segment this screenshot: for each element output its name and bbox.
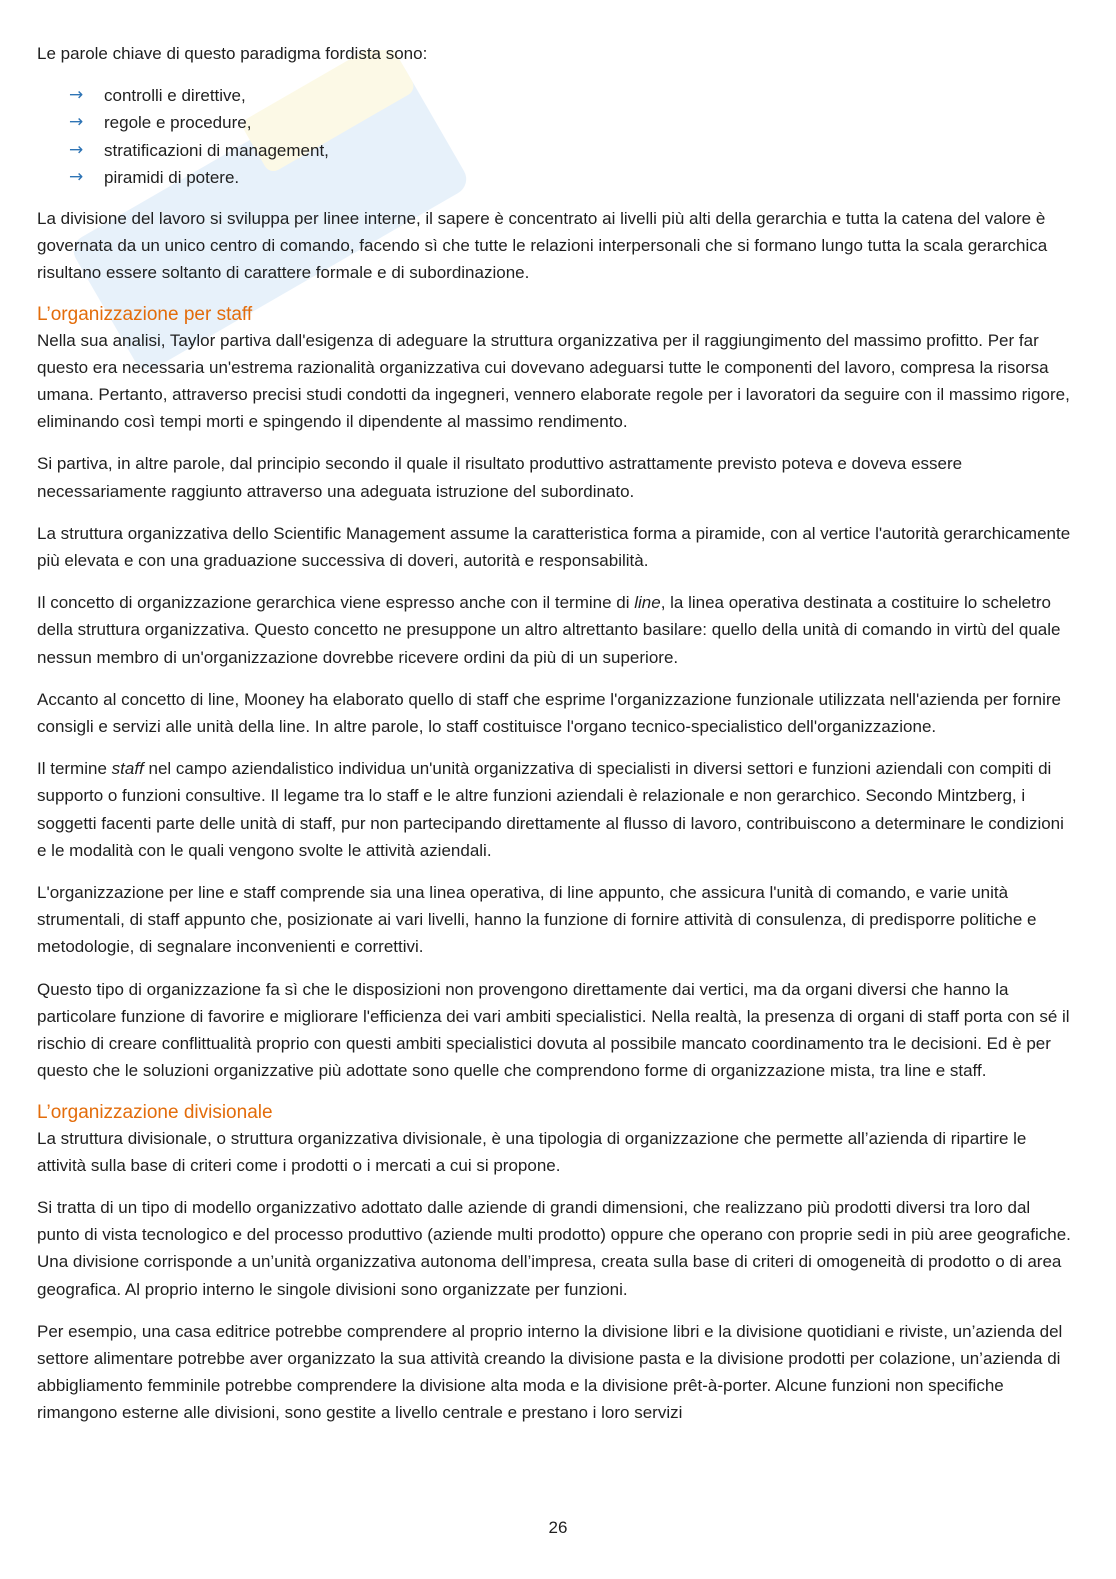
paragraph: Il concetto di organizzazione gerarchica viene espresso anche con il termine di line, la linea operativa destinata a costituire lo scheletro della struttura organizzativa. Questo concetto ne presuppone un altro altrettanto basilare: quello della unità di comando in virtù del quale nessun membro di un'organizzazione dovrebbe ricevere ordini da più di un superiore. bbox=[37, 593, 1061, 667]
page-number: 26 bbox=[548, 1518, 568, 1537]
list-item: → piramidi di potere. bbox=[69, 164, 1077, 191]
paragraph: L'organizzazione per line e staff comprende sia una linea operativa, di line appunto, che assicura l'unità di comando, e varie unità strumentali, di staff appunto che, posizionate ai vari livelli, hanno la funzione di fornire attività di consulenza, di predisporre politiche e metodologie, di segnalare inconvenienti e correttivi. bbox=[37, 883, 1037, 957]
list-item: → controlli e direttive, bbox=[69, 82, 1077, 109]
paragraph: Questo tipo di organizzazione fa sì che le disposizioni non provengono direttamente dai vertici, ma da organi diversi che hanno la particolare funzione di favorire e migliorare l'efficienza dei vari ambiti specialistici. Nella realtà, la presenza di organi di staff porta con sé il rischio di creare conflittualità proprio con questi ambiti specialistici dovuta al possibile mancato coordinamento tra le decisioni. Ed è per questo che le soluzioni organizzative più adottate sono quelle che comprendono forme di organizzazione mista, tra line e staff. bbox=[37, 979, 1070, 1081]
arrow-right-icon: → bbox=[69, 85, 84, 106]
paragraph: Nella sua analisi, Taylor partiva dall'esigenza di adeguare la struttura organizzativa per il raggiungimento del massimo profitto. Per far questo era necessaria un'estrema razionalità organizzativa cui dovevano adeguarsi tutte le componenti del lavoro, compresa la risorsa umana. Pertanto, attraverso precisi studi condotti da ingegneri, vennero elaborate regole per i lavoratori da seguire con il massimo rigore, eliminando così tempi morti e spingendo il dipendente al massimo rendimento. bbox=[37, 330, 1070, 432]
paragraph: Si tratta di un tipo di modello organizzativo adottato dalle aziende di grandi dimensioni, che realizzano più prodotti diversi tra loro dal punto di vista tecnologico e del processo produttivo (aziende multi prodotto) oppure che operano con proprie sedi in più aree geografiche. Una divisione corrisponde a un’unità organizzativa autonoma dell’impresa, creata sulla base di criteri di omogeneità di prodotto o di area geografica. Al proprio interno le singole divisioni sono organizzate per funzioni. bbox=[37, 1197, 1071, 1299]
intro-paragraph: Le parole chiave di questo paradigma fordista sono: bbox=[37, 44, 428, 63]
keywords-list bbox=[37, 82, 1077, 191]
paragraph: La divisione del lavoro si sviluppa per linee interne, il sapere è concentrato ai livelli più alti della gerarchia e tutta la catena del valore è governata da un unico centro di comando, facendo sì che tutte le relazioni interpersonali che si formano lungo tutta la scala gerarchica risultano essere soltanto di carattere formale e di subordinazione. bbox=[37, 209, 1048, 283]
paragraph: La struttura organizzativa dello Scientific Management assume la caratteristica forma a piramide, con al vertice l'autorità gerarchicamente più elevata e con una graduazione successiva di doveri, autorità e responsabilità. bbox=[37, 523, 1071, 571]
paragraph: Il termine staff nel campo aziendalistico individua un'unità organizzativa di specialisti in diversi settori e funzioni aziendali con compiti di supporto o funzioni consultive. Il legame tra lo staff e le altre funzioni aziendali è relazionale e non gerarchico. Secondo Mintzberg, i soggetti facenti parte delle unità di staff, pur non partecipando direttamente al flusso di lavoro, contribuiscono a determinare le condizioni e le modalità con le quali vengono svolte le attività aziendali. bbox=[37, 759, 1064, 860]
document-page bbox=[37, 40, 1077, 1442]
arrow-right-icon: → bbox=[69, 166, 84, 187]
paragraph: Per esempio, una casa editrice potrebbe comprendere al proprio interno la divisione libri e la divisione quotidiani e riviste, un’azienda del settore alimentare potrebbe aver organizzato la sua attività creando la divisione pasta e la divisione prodotti per colazione, un’azienda di abbigliamento femminile potrebbe comprendere la divisione alta moda e la divisione prêt-à-porter. Alcune funzioni non specifiche rimangono esterne alle divisioni, sono gestite a livello centrale e prestano i loro servizi bbox=[37, 1321, 1063, 1423]
arrow-right-icon: → bbox=[69, 139, 84, 160]
paragraph: La struttura divisionale, o struttura organizzativa divisionale, è una tipologia di organizzazione che permette all’azienda di ripartire le attività sulla base di criteri come i prodotti o i mercati a cui si propone. bbox=[37, 1128, 1027, 1175]
list-item: → regole e procedure, bbox=[69, 109, 1077, 136]
arrow-right-icon: → bbox=[69, 112, 84, 133]
section-heading-divisionale: L’organizzazione divisionale bbox=[37, 1101, 273, 1123]
paragraph: Accanto al concetto di line, Mooney ha elaborato quello di staff che esprime l'organizzazione funzionale utilizzata nell'azienda per fornire consigli e servizi alle unità della line. In altre parole, lo staff costituisce l'organo tecnico-specialistico dell'organizzazione. bbox=[37, 689, 1061, 737]
list-item: → stratificazioni di management, bbox=[69, 137, 1077, 164]
paragraph: Si partiva, in altre parole, dal principio secondo il quale il risultato produttivo astrattamente previsto poteva e doveva essere necessariamente raggiunto attraverso una adeguata istruzione del subordinato. bbox=[37, 454, 963, 501]
section-heading-staff: L’organizzazione per staff bbox=[37, 303, 253, 325]
